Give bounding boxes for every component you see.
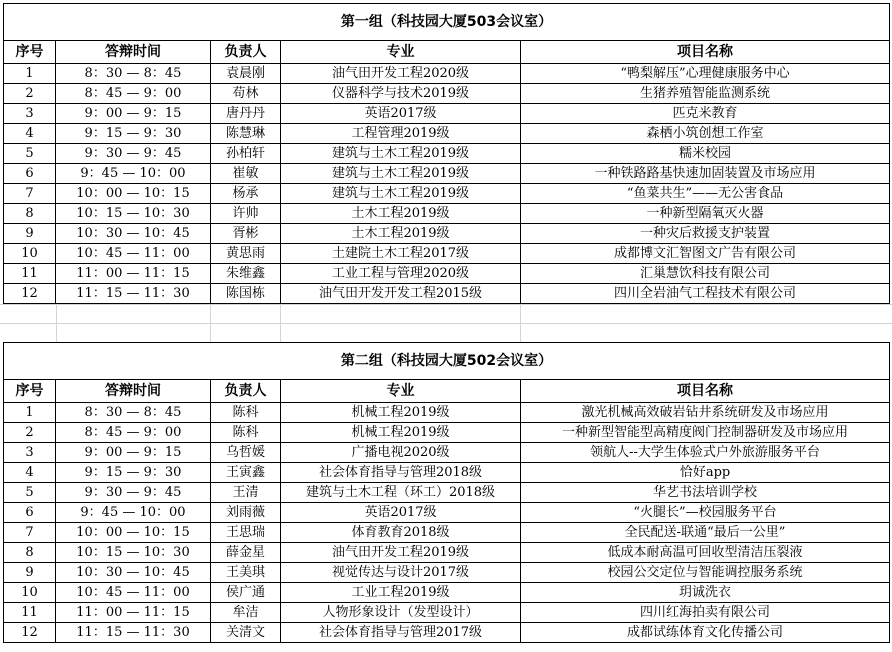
cell-time[interactable]: 9：45 — 10：00: [56, 164, 211, 184]
group-2-schedule-table: [3, 342, 890, 643]
cell-leader[interactable]: 关清文: [211, 623, 281, 643]
cell-project[interactable]: 成都试练体育文化传播公司: [521, 623, 890, 643]
cell-seq[interactable]: 6: [4, 164, 56, 184]
cell-time[interactable]: 9：00 — 9：15: [56, 104, 211, 124]
table-row: [4, 84, 890, 104]
cell-leader[interactable]: 胥彬: [211, 224, 281, 244]
group-title-row: [4, 4, 890, 41]
cell-major[interactable]: 体育教育2018级: [281, 523, 521, 543]
cell-project[interactable]: 汇巢慧饮科技有限公司: [521, 264, 890, 284]
table-row: [4, 184, 890, 204]
cell-leader[interactable]: 陈国栋: [211, 284, 281, 304]
group-title: 第一组（科技园大厦503会议室）: [4, 4, 890, 41]
table-row: [4, 64, 890, 84]
table-row: [4, 224, 890, 244]
header-time: 答辩时间: [56, 380, 211, 403]
cell-time[interactable]: 9：45 — 10：00: [56, 503, 211, 523]
group-1-schedule-table: [3, 3, 890, 304]
cell-seq[interactable]: 1: [4, 403, 56, 423]
cell-project[interactable]: 一种灾后救援支护装置: [521, 224, 890, 244]
cell-time[interactable]: 10：15 — 10：30: [56, 543, 211, 563]
cell-time[interactable]: 9：15 — 9：30: [56, 124, 211, 144]
header-leader: 负责人: [211, 380, 281, 403]
cell-time[interactable]: 9：30 — 9：45: [56, 144, 211, 164]
cell-major[interactable]: 英语2017级: [281, 503, 521, 523]
cell-leader[interactable]: 孙柏轩: [211, 144, 281, 164]
sheet-gridline: [280, 304, 281, 342]
table-row: [4, 483, 890, 503]
table-row: [4, 284, 890, 304]
table-row: [4, 164, 890, 184]
header-row: [4, 380, 890, 403]
cell-major[interactable]: 油气田开发开发工程2015级: [281, 284, 521, 304]
sheet-gridline: [210, 304, 211, 342]
header-row: [4, 41, 890, 64]
cell-leader[interactable]: 王寅鑫: [211, 463, 281, 483]
table-row: [4, 563, 890, 583]
sheet-gridline: [520, 304, 521, 342]
cell-project[interactable]: “鱼菜共生”——无公害食品: [521, 184, 890, 204]
cell-seq[interactable]: 9: [4, 563, 56, 583]
cell-seq[interactable]: 3: [4, 104, 56, 124]
cell-seq[interactable]: 3: [4, 443, 56, 463]
cell-time[interactable]: 8：45 — 9：00: [56, 84, 211, 104]
cell-seq[interactable]: 8: [4, 204, 56, 224]
cell-major[interactable]: 机械工程2019级: [281, 423, 521, 443]
cell-time[interactable]: 10：15 — 10：30: [56, 204, 211, 224]
table-row: [4, 523, 890, 543]
header-seq: 序号: [4, 380, 56, 403]
cell-leader[interactable]: 王清: [211, 483, 281, 503]
cell-seq[interactable]: 2: [4, 423, 56, 443]
cell-leader[interactable]: 苟林: [211, 84, 281, 104]
cell-seq[interactable]: 11: [4, 264, 56, 284]
cell-seq[interactable]: 8: [4, 543, 56, 563]
cell-seq[interactable]: 7: [4, 184, 56, 204]
sheet-gridline: [0, 304, 892, 305]
table-row: [4, 204, 890, 224]
cell-project[interactable]: 四川红海拍卖有限公司: [521, 603, 890, 623]
cell-project[interactable]: 森栖小筑创想工作室: [521, 124, 890, 144]
cell-project[interactable]: 四川全岩油气工程技术有限公司: [521, 284, 890, 304]
cell-major[interactable]: 土木工程2019级: [281, 224, 521, 244]
cell-major[interactable]: 工程管理2019级: [281, 124, 521, 144]
cell-time[interactable]: 11：00 — 11：15: [56, 264, 211, 284]
cell-leader[interactable]: 袁晨刚: [211, 64, 281, 84]
cell-seq[interactable]: 12: [4, 623, 56, 643]
cell-leader[interactable]: 朱维鑫: [211, 264, 281, 284]
cell-major[interactable]: 人物形象设计（发型设计）: [281, 603, 521, 623]
cell-major[interactable]: 社会体育指导与管理2017级: [281, 623, 521, 643]
table-row: [4, 104, 890, 124]
cell-seq[interactable]: 10: [4, 244, 56, 264]
cell-leader[interactable]: 王思瑞: [211, 523, 281, 543]
cell-leader[interactable]: 乌哲媛: [211, 443, 281, 463]
sheet-gridline: [0, 323, 892, 324]
cell-major[interactable]: 广播电视2020级: [281, 443, 521, 463]
table-row: [4, 423, 890, 443]
cell-seq[interactable]: 2: [4, 84, 56, 104]
cell-major[interactable]: 机械工程2019级: [281, 403, 521, 423]
cell-time[interactable]: 8：45 — 9：00: [56, 423, 211, 443]
cell-project[interactable]: 玥诚洗衣: [521, 583, 890, 603]
cell-project[interactable]: “鸭梨解压”心理健康服务中心: [521, 64, 890, 84]
table-row: [4, 623, 890, 643]
cell-project[interactable]: 激光机械高效破岩钻井系统研发及市场应用: [521, 403, 890, 423]
cell-time[interactable]: 9：30 — 9：45: [56, 483, 211, 503]
cell-leader[interactable]: 薛金星: [211, 543, 281, 563]
table-row: [4, 443, 890, 463]
cell-project[interactable]: 校园公交定位与智能调控服务系统: [521, 563, 890, 583]
cell-major[interactable]: 建筑与土木工程2019级: [281, 144, 521, 164]
cell-major[interactable]: 建筑与土木工程（环工）2018级: [281, 483, 521, 503]
cell-project[interactable]: 恰好app: [521, 463, 890, 483]
cell-seq[interactable]: 11: [4, 603, 56, 623]
cell-major[interactable]: 社会体育指导与管理2018级: [281, 463, 521, 483]
cell-project[interactable]: 生猪养殖智能监测系统: [521, 84, 890, 104]
header-major: 专业: [281, 380, 521, 403]
cell-leader[interactable]: 牟洁: [211, 603, 281, 623]
cell-project[interactable]: 一种新型智能型高精度阀门控制器研发及市场应用: [521, 423, 890, 443]
cell-project[interactable]: 领航人--大学生体验式户外旅游服务平台: [521, 443, 890, 463]
cell-leader[interactable]: 陈科: [211, 403, 281, 423]
cell-leader[interactable]: 陈慧琳: [211, 124, 281, 144]
cell-project[interactable]: 华艺书法培训学校: [521, 483, 890, 503]
cell-project[interactable]: 成都博文汇智图文广告有限公司: [521, 244, 890, 264]
table-row: [4, 603, 890, 623]
header-major: 专业: [281, 41, 521, 64]
cell-project[interactable]: 全民配送-联通“最后一公里”: [521, 523, 890, 543]
cell-seq[interactable]: 1: [4, 64, 56, 84]
header-project: 项目名称: [521, 41, 890, 64]
cell-leader[interactable]: 唐丹丹: [211, 104, 281, 124]
cell-leader[interactable]: 刘雨薇: [211, 503, 281, 523]
cell-project[interactable]: 一种铁路路基快速加固装置及市场应用: [521, 164, 890, 184]
table-row: [4, 403, 890, 423]
cell-leader[interactable]: 黄思雨: [211, 244, 281, 264]
cell-time[interactable]: 11：15 — 11：30: [56, 623, 211, 643]
cell-seq[interactable]: 4: [4, 124, 56, 144]
table-row: [4, 543, 890, 563]
header-project: 项目名称: [521, 380, 890, 403]
cell-time[interactable]: 11：15 — 11：30: [56, 284, 211, 304]
cell-leader[interactable]: 杨承: [211, 184, 281, 204]
cell-major[interactable]: 仪器科学与技术2019级: [281, 84, 521, 104]
table-row: [4, 503, 890, 523]
group-title: 第二组（科技园大厦502会议室）: [4, 343, 890, 380]
cell-leader[interactable]: 陈科: [211, 423, 281, 443]
cell-project[interactable]: 一种新型隔氧灭火器: [521, 204, 890, 224]
cell-seq[interactable]: 5: [4, 144, 56, 164]
cell-seq[interactable]: 4: [4, 463, 56, 483]
cell-major[interactable]: 土木工程2019级: [281, 204, 521, 224]
table-row: [4, 463, 890, 483]
cell-seq[interactable]: 5: [4, 483, 56, 503]
cell-leader[interactable]: 崔敏: [211, 164, 281, 184]
sheet-gridline: [56, 304, 57, 342]
cell-time[interactable]: 8：30 — 8：45: [56, 403, 211, 423]
table-row: [4, 583, 890, 603]
cell-major[interactable]: 油气田开发工程2019级: [281, 543, 521, 563]
cell-time[interactable]: 11：00 — 11：15: [56, 603, 211, 623]
cell-seq[interactable]: 9: [4, 224, 56, 244]
header-seq: 序号: [4, 41, 56, 64]
table-row: [4, 124, 890, 144]
cell-leader[interactable]: 许帅: [211, 204, 281, 224]
cell-time[interactable]: 10：45 — 11：00: [56, 583, 211, 603]
header-time: 答辩时间: [56, 41, 211, 64]
cell-major[interactable]: 英语2017级: [281, 104, 521, 124]
cell-major[interactable]: 工业工程与管理2020级: [281, 264, 521, 284]
cell-major[interactable]: 建筑与土木工程2019级: [281, 164, 521, 184]
cell-seq[interactable]: 6: [4, 503, 56, 523]
table-row: [4, 264, 890, 284]
cell-time[interactable]: 9：15 — 9：30: [56, 463, 211, 483]
cell-project[interactable]: 低成本耐高温可回收型清洁压裂液: [521, 543, 890, 563]
cell-seq[interactable]: 12: [4, 284, 56, 304]
cell-time[interactable]: 8：30 — 8：45: [56, 64, 211, 84]
table-row: [4, 244, 890, 264]
group-title-row: [4, 343, 890, 380]
table-row: [4, 144, 890, 164]
cell-major[interactable]: 土建院土木工程2017级: [281, 244, 521, 264]
cell-time[interactable]: 9：00 — 9：15: [56, 443, 211, 463]
cell-time[interactable]: 10：30 — 10：45: [56, 224, 211, 244]
cell-time[interactable]: 10：00 — 10：15: [56, 523, 211, 543]
cell-project[interactable]: “火腿长”—校园服务平台: [521, 503, 890, 523]
cell-major[interactable]: 建筑与土木工程2019级: [281, 184, 521, 204]
cell-major[interactable]: 视觉传达与设计2017级: [281, 563, 521, 583]
cell-time[interactable]: 10：30 — 10：45: [56, 563, 211, 583]
header-leader: 负责人: [211, 41, 281, 64]
cell-seq[interactable]: 7: [4, 523, 56, 543]
cell-major[interactable]: 工业工程2019级: [281, 583, 521, 603]
cell-time[interactable]: 10：45 — 11：00: [56, 244, 211, 264]
cell-project[interactable]: 匹克米教育: [521, 104, 890, 124]
cell-major[interactable]: 油气田开发工程2020级: [281, 64, 521, 84]
cell-leader[interactable]: 侯广通: [211, 583, 281, 603]
cell-seq[interactable]: 10: [4, 583, 56, 603]
cell-time[interactable]: 10：00 — 10：15: [56, 184, 211, 204]
cell-leader[interactable]: 王美琪: [211, 563, 281, 583]
cell-project[interactable]: 糯米校园: [521, 144, 890, 164]
